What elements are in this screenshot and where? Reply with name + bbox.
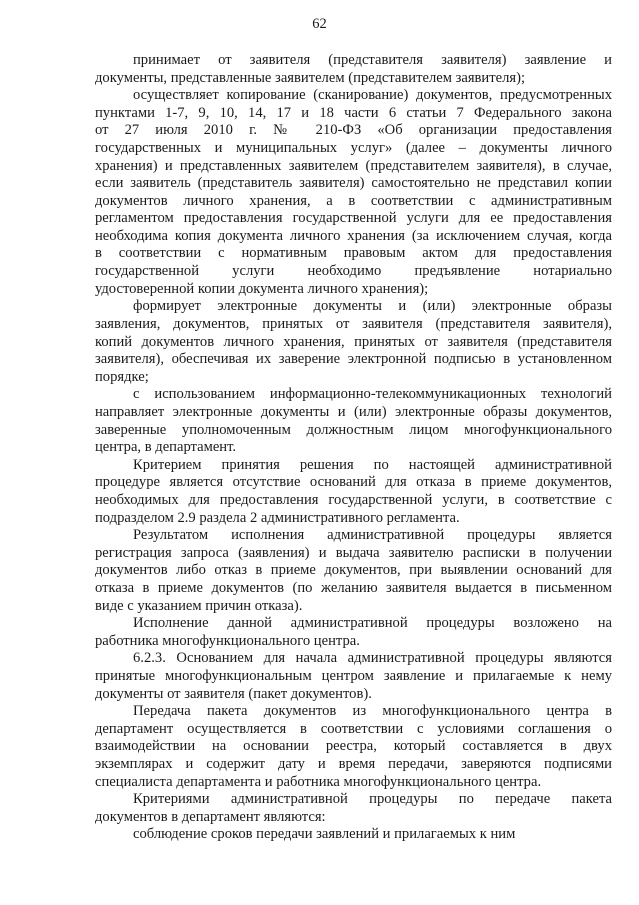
text-line: документы от заявителя (пакет документов). bbox=[95, 686, 372, 702]
text-line: принимает от заявителя (представителя заявителя) заявление и bbox=[133, 52, 612, 68]
text-line: государственных и муниципальных услуг» (далее – документы личного bbox=[95, 140, 612, 156]
text-line: процедуре является отсутствие оснований для отказа в приеме документов, bbox=[95, 474, 612, 490]
text-line: с использованием информационно-телекоммуникационных технологий bbox=[133, 386, 612, 402]
text-line: документов в департамент являются: bbox=[95, 809, 326, 825]
text-line: от 27 июля 2010 г. № 210-ФЗ «Об организации предоставления bbox=[95, 122, 612, 138]
text-line: Критериями административной процедуры по передаче пакета bbox=[133, 791, 612, 807]
text-line: заверенные уполномоченным должностным лицом многофункционального bbox=[95, 422, 612, 438]
text-line: хранения) и представленных заявителем (представителем заявителя), в случае, bbox=[95, 158, 612, 174]
text-line: департамент осуществляется в соответствии с условиями соглашения о bbox=[95, 721, 612, 737]
text-line: взаимодействии на основании реестра, который составляется в двух bbox=[95, 738, 612, 754]
text-line: специалиста департамента и работника многофункционального центра. bbox=[95, 774, 542, 790]
text-line: пунктами 1-7, 9, 10, 14, 17 и 18 части 6 статьи 7 Федерального закона bbox=[95, 105, 612, 121]
text-line: заявителя), обеспечивая их заверение электронной подписью в установленном bbox=[95, 351, 612, 367]
text-line: документов личного хранения, а в соответствии с административным bbox=[95, 193, 612, 209]
text-line: виде с указанием причин отказа). bbox=[95, 598, 303, 614]
text-line: работника многофункционального центра. bbox=[95, 633, 360, 649]
text-line: государственной услуги необходимо предъявление нотариально bbox=[95, 263, 612, 279]
text-line: необходимых для предоставления государственной услуги, в соответствие с bbox=[95, 492, 612, 508]
text-line: соблюдение сроков передачи заявлений и прилагаемых к ним bbox=[133, 826, 516, 842]
text-line: регистрация запроса (заявления) и выдача заявителю расписки в получении bbox=[95, 545, 612, 561]
text-line: отказа в приеме документов (по желанию заявителя выдается в письменном bbox=[95, 580, 612, 596]
text-line: удостоверенной копии документа личного хранения); bbox=[95, 281, 429, 297]
text-line: заявления, документов, принятых от заявителя (представителя заявителя), bbox=[95, 316, 612, 332]
text-line: направляет электронные документы и (или) электронные образы документов, bbox=[95, 404, 612, 420]
text-line: подразделом 2.9 раздела 2 административного регламента. bbox=[95, 510, 460, 526]
text-line: центра, в департамент. bbox=[95, 439, 237, 455]
text-line: Результатом исполнения административной процедуры является bbox=[133, 527, 612, 543]
text-line: формирует электронные документы и (или) электронные образы bbox=[133, 298, 612, 314]
text-line: документы, представленные заявителем (представителем заявителя); bbox=[95, 70, 526, 86]
text-line: порядке; bbox=[95, 369, 149, 385]
text-line: документов либо отказ в приеме документов, при выявлении оснований для bbox=[95, 562, 612, 578]
page-number: 62 bbox=[312, 16, 327, 32]
text-line: осуществляет копирование (сканирование) документов, предусмотренных bbox=[133, 87, 612, 103]
text-line: Критерием принятия решения по настоящей административной bbox=[133, 457, 612, 473]
text-line: Передача пакета документов из многофункционального центра в bbox=[133, 703, 612, 719]
text-line: если заявитель (представитель заявителя) самостоятельно не представил копии bbox=[95, 175, 612, 191]
text-line: копий документов личного хранения, принятых от заявителя (представителя bbox=[95, 334, 612, 350]
text-line: Исполнение данной административной процедуры возложено на bbox=[133, 615, 612, 631]
text-line: в соответствии с нормативным правовым актом для предоставления bbox=[95, 245, 612, 261]
text-line: регламентом предоставления государственной услуги для ее предоставления bbox=[95, 210, 612, 226]
text-line: 6.2.3. Основанием для начала административной процедуры являются bbox=[133, 650, 612, 666]
text-line: экземплярах и содержит дату и время передачи, заверяются подписями bbox=[95, 756, 612, 772]
text-line: необходима копия документа личного хранения (за исключением случая, когда bbox=[95, 228, 612, 244]
text-line: принятые многофункциональным центром заявление и прилагаемые к нему bbox=[95, 668, 612, 684]
